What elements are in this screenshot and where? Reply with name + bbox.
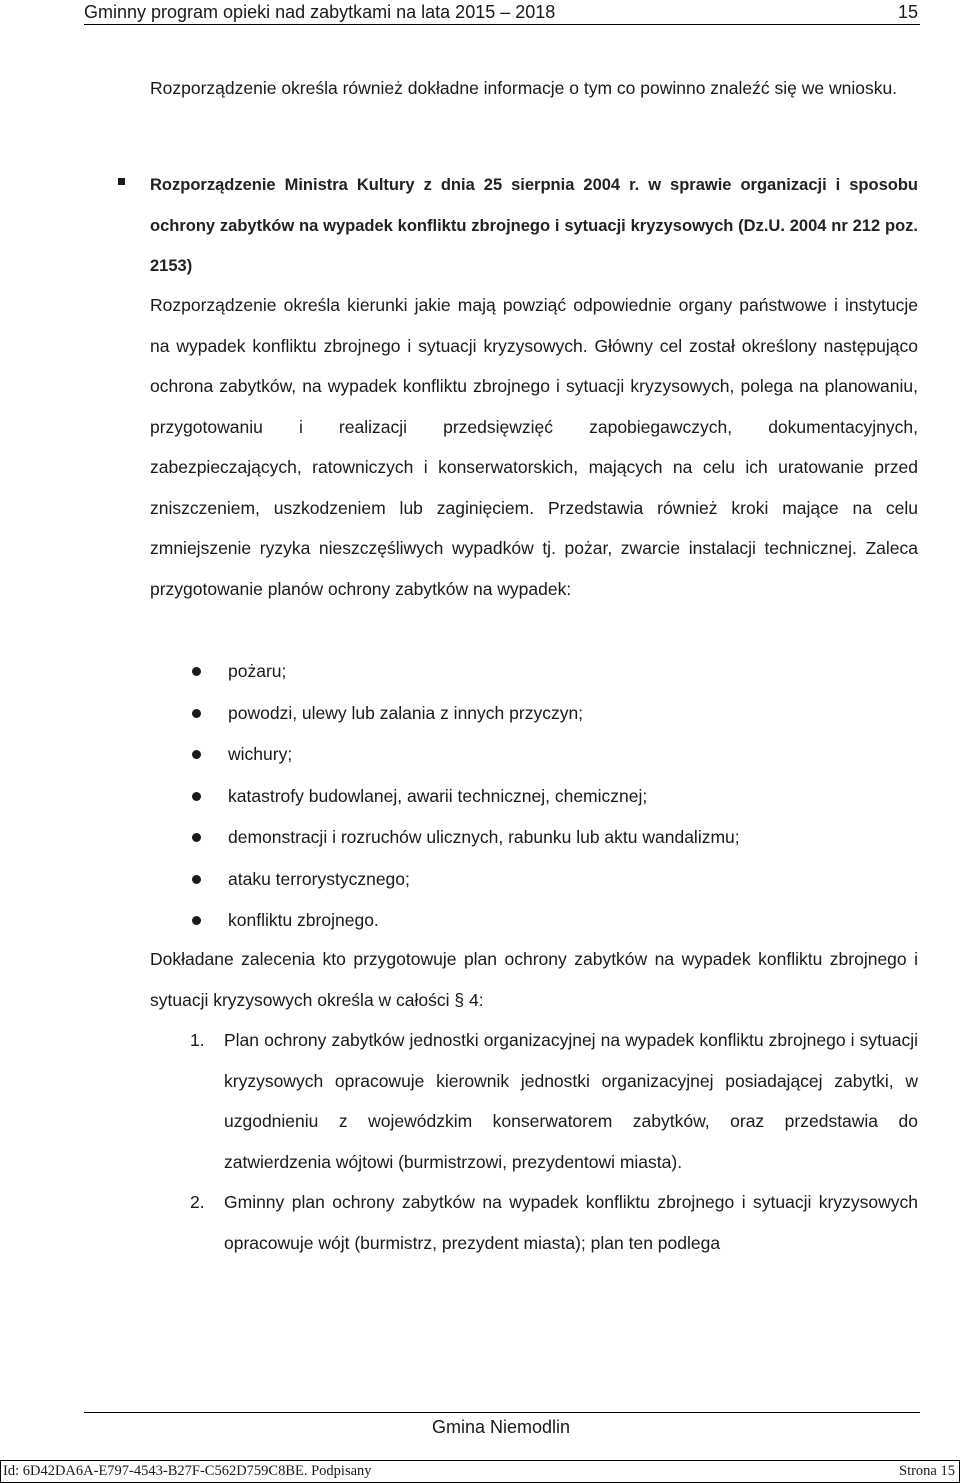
numbered-item [190, 1020, 918, 1182]
bullet-icon [192, 833, 201, 842]
list-item-text: wichury; [228, 744, 293, 764]
document-title: Gminny program opieki nad zabytkami na lata 2015 – 2018 [84, 2, 556, 22]
bullet-icon [192, 667, 201, 676]
square-bullet-icon [118, 178, 125, 185]
list-item [190, 900, 920, 942]
bullet-icon [192, 916, 201, 925]
list-item [190, 776, 920, 818]
list-item [190, 817, 920, 859]
bullet-icon [192, 750, 201, 759]
description-paragraph: Rozporządzenie określa kierunki jakie mają powziąć odpowiednie organy państwowe i instytucje na wypadek konfliktu zbrojnego i sytuacji kryzysowych. Główny cel został określony następująco ochrona zabytków, na wypadek konfliktu zbrojnego i sytuacji kryzysowych, polega na planowaniu, przygotowaniu i realizacji przedsięwzięć zapobiegawczych, dokumentacyjnych, zabezpieczających, ratowniczych i konserwatorskich, mających na celu ich uratowanie przed zniszczeniem, uszkodzeniem lub zaginięciem. Przedstawia również kroki mające na celu zmniejszenie ryzyka nieszczęśliwych wypadków tj. pożar, zwarcie instalacji technicznej. Zaleca przygotowanie planów ochrony zabytków na wypadek: [150, 295, 918, 599]
signature-bar [0, 1460, 960, 1483]
footer-divider [84, 1412, 920, 1413]
header-page-number: 15 [897, 2, 918, 22]
item-text: Plan ochrony zabytków jednostki organizacyjnej na wypadek konfliktu zbrojnego i sytuacji kryzysowych opracowuje kierownik jednostki organizacyjnej posiadającej zabytki, w uzgodnieniu z wojewódzkim konserwatorem zabytków, oraz przedstawia do zatwierdzenia wójtowi (burmistrzowi, prezydentowi miasta). [224, 1030, 918, 1172]
list-item [190, 859, 920, 901]
numbered-item [190, 1182, 918, 1263]
hazards-list [190, 651, 920, 942]
recommendation-paragraph: Dokładane zalecenia kto przygotowuje plan ochrony zabytków na wypadek konfliktu zbrojnego i sytuacji kryzysowych określa w całości § 4: [150, 949, 918, 1010]
document-id: Id: 6D42DA6A-E797-4543-B27F-C562D759C8BE. Podpisany [3, 1463, 372, 1479]
list-item-text: pożaru; [228, 661, 287, 681]
list-item-text: powodzi, ulewy lub zalania z innych przyczyn; [228, 702, 584, 723]
footer-text: Gmina Niemodlin [431, 1417, 571, 1437]
bullet-icon [192, 875, 201, 884]
page-header [84, 0, 920, 25]
list-item-text: demonstracji i rozruchów ulicznych, rabunku lub aktu wandalizmu; [228, 827, 740, 847]
list-item [190, 651, 920, 693]
regulation-title: Rozporządzenie Ministra Kultury z dnia 25 sierpnia 2004 r. w sprawie organizacji i sposobu ochrony zabytków na wypadek konfliktu zbrojnego i sytuacji kryzysowych (Dz.U. 2004 nr 212 poz. 2153) [150, 176, 918, 275]
bullet-icon [192, 709, 201, 718]
list-item [190, 734, 920, 776]
bullet-icon [192, 792, 201, 801]
list-item-text: katastrofy budowlanej, awarii technicznej, chemicznej; [228, 785, 648, 806]
list-item-text: konfliktu zbrojnego. [228, 910, 379, 930]
item-number: 1. [190, 1030, 205, 1050]
intro-paragraph: Rozporządzenie określa również dokładne informacje o tym co powinno znaleźć się we wniosku. [150, 78, 898, 98]
list-item-text: ataku terrorystycznego; [228, 868, 410, 889]
page-indicator: Strona 15 [899, 1463, 955, 1479]
item-number: 2. [190, 1192, 205, 1212]
numbered-list [190, 1020, 918, 1263]
list-item [190, 693, 920, 735]
item-text: Gminny plan ochrony zabytków na wypadek konfliktu zbrojnego i sytuacji kryzysowych opracowuje wójt (burmistrz, prezydent miasta); plan ten podlega [224, 1192, 918, 1253]
